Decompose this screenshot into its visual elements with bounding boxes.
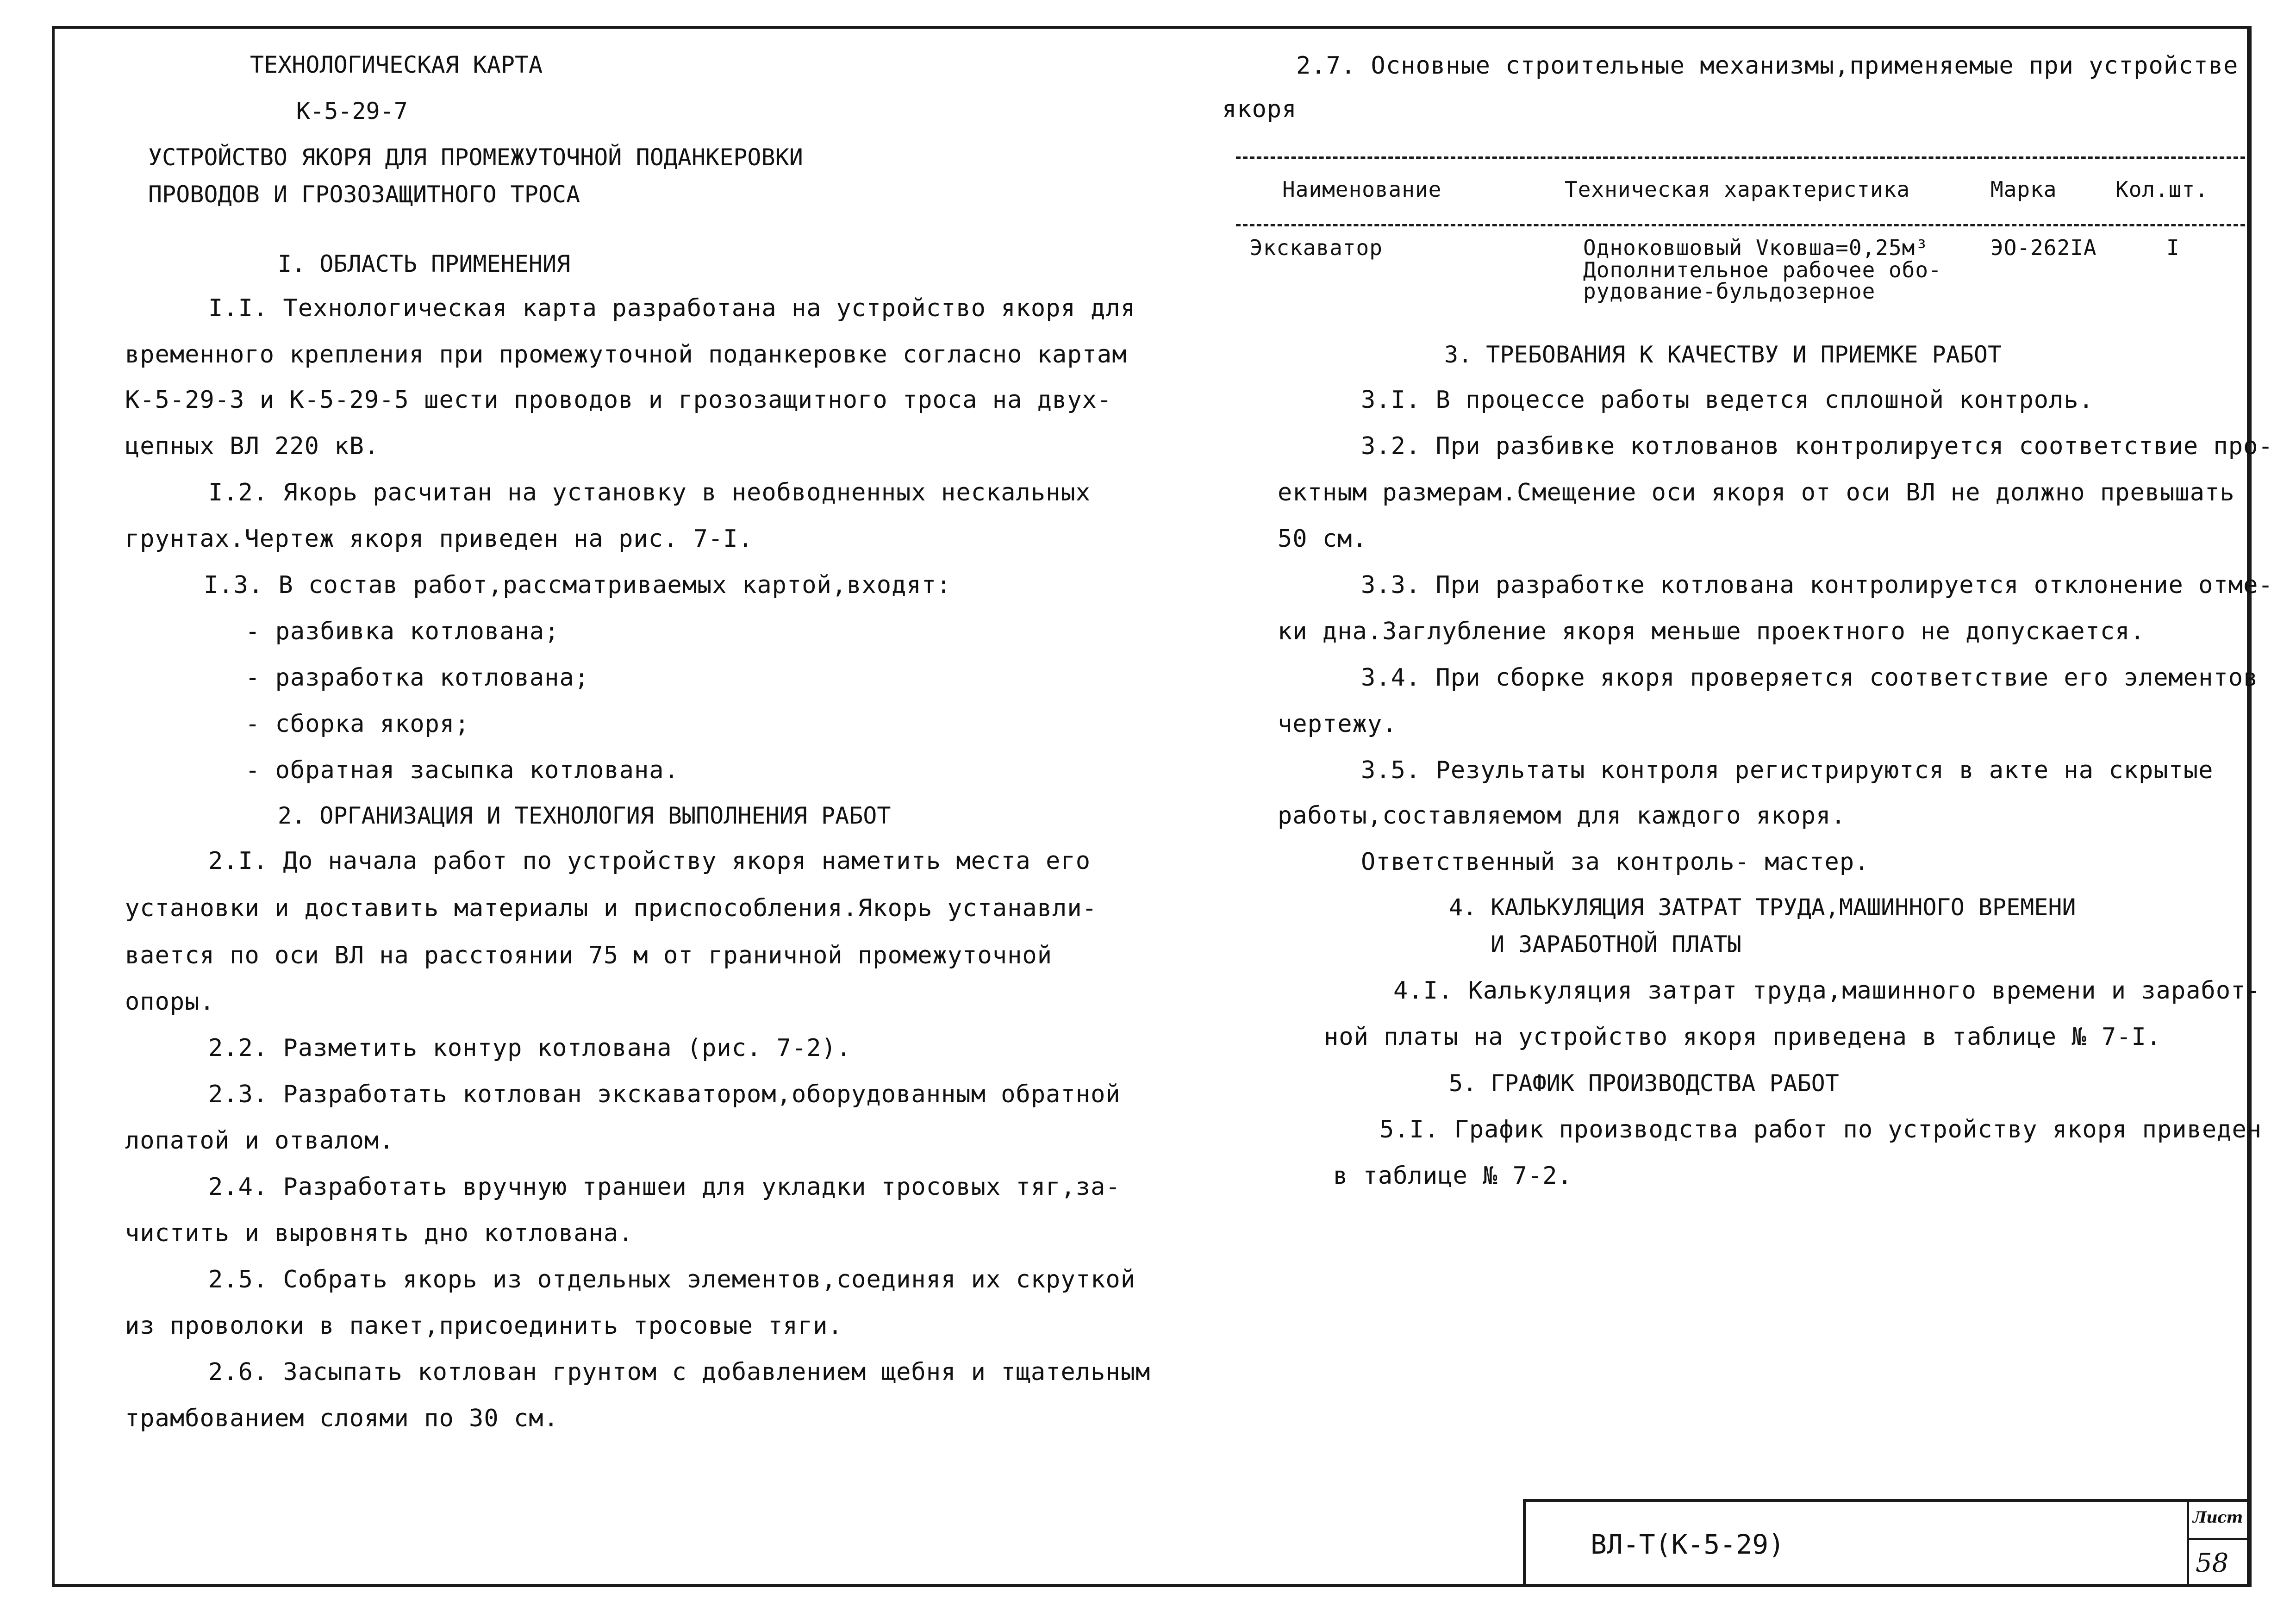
section-4-heading-line-2: И ЗАРАБОТНОЙ ПЛАТЫ — [1491, 931, 1741, 958]
document-title: ТЕХНОЛОГИЧЕСКАЯ КАРТА — [250, 51, 543, 78]
table-cell-spec-line-2: Дополнительное рабочее обо- — [1583, 257, 1942, 282]
paragraph-3-3-line-2: ки дна.Заглубление якоря меньше проектного не допускается. — [1278, 618, 2145, 645]
paragraph-2-1-line-2: установки и доставить материалы и приспособления.Якорь устанавли- — [125, 894, 1097, 922]
list-item: - обратная засыпка котлована. — [245, 756, 679, 784]
sheet-cell — [2187, 1502, 2247, 1587]
paragraph-3-1: 3.I. В процессе работы ведется сплошной контроль. — [1361, 386, 2094, 414]
paragraph-2-2: 2.2. Разметить контур котлована (рис. 7-2). — [208, 1034, 852, 1062]
paragraph-1-1-line-3: К-5-29-3 и К-5-29-5 шести проводов и грозозащитного троса на двух- — [125, 386, 1112, 414]
table-cell-spec-line-3: рудование-бульдозерное — [1583, 279, 1876, 304]
paragraph-4-1-line-1: 4.I. Калькуляция затрат труда,машинного времени и заработ- — [1393, 977, 2261, 1005]
paragraph-2-3-line-1: 2.3. Разработать котлован экскаватором,оборудованным обратной — [208, 1081, 1121, 1108]
card-code: К-5-29-7 — [296, 98, 408, 125]
paragraph-2-1-line-4: опоры. — [125, 988, 215, 1016]
section-4-heading-line-1: 4. КАЛЬКУЛЯЦИЯ ЗАТРАТ ТРУДА,МАШИННОГО ВРЕМЕНИ — [1449, 894, 2076, 921]
paragraph-2-4-line-2: чистить и выровнять дно котлована. — [125, 1219, 634, 1247]
table-cell-qty: I — [2166, 235, 2180, 260]
paragraph-1-2-line-2: грунтах.Чертеж якоря приведен на рис. 7-I. — [125, 525, 753, 553]
paragraph-3-5-line-1: 3.5. Результаты контроля регистрируются в акте на скрытые — [1361, 756, 2214, 784]
paragraph-1-3: I.3. В состав работ,рассматриваемых картой,входят: — [204, 571, 952, 599]
responsible-note: Ответственный за контроль- мастер. — [1361, 848, 1870, 876]
table-header-name: Наименование — [1282, 177, 1442, 202]
paragraph-2-4-line-1: 2.4. Разработать вручную траншеи для укладки тросовых тяг,за- — [208, 1173, 1121, 1201]
paragraph-2-7-line-1: 2.7. Основные строительные механизмы,применяемые при устройстве — [1296, 52, 2239, 80]
paragraph-3-2-line-1: 3.2. При разбивке котлованов контролируется соответствие про- — [1361, 432, 2273, 460]
table-top-rule — [1236, 156, 2245, 159]
table-cell-spec-line-1: Одноковшовый Vковша=0,25м³ — [1583, 235, 1929, 260]
paragraph-1-1-line-4: цепных ВЛ 220 кВ. — [125, 432, 380, 460]
title-block — [1523, 1499, 2252, 1587]
subtitle-line-1: УСТРОЙСТВО ЯКОРЯ ДЛЯ ПРОМЕЖУТОЧНОЙ ПОДАНКЕРОВКИ — [148, 144, 803, 171]
paragraph-2-5-line-1: 2.5. Собрать якорь из отдельных элементов,соединяя их скруткой — [208, 1266, 1136, 1293]
list-item: - сборка якоря; — [245, 710, 470, 738]
table-header-rule — [1236, 224, 2245, 226]
paragraph-2-3-line-2: лопатой и отвалом. — [125, 1127, 394, 1155]
paragraph-4-1-line-2: ной платы на устройство якоря приведена в таблице № 7-I. — [1324, 1023, 2162, 1051]
paragraph-3-4-line-1: 3.4. При сборке якоря проверяется соответствие его элементов — [1361, 664, 2259, 692]
paragraph-1-1-line-2: временного крепления при промежуточной поданкеровке согласно картам — [125, 341, 1127, 369]
sheet-divider — [2189, 1538, 2247, 1540]
paragraph-2-7-line-2: якоря — [1222, 95, 1297, 123]
paragraph-3-4-line-2: чертежу. — [1278, 710, 1398, 738]
paragraph-1-1-line-1: I.I. Технологическая карта разработана на устройство якоря для — [208, 294, 1136, 322]
list-item: - разработка котлована; — [245, 664, 590, 692]
list-item: - разбивка котлована; — [245, 618, 560, 645]
paragraph-3-3-line-1: 3.3. При разработке котлована контролируется отклонение отме- — [1361, 571, 2273, 599]
paragraph-2-6-line-2: трамбованием слоями по 30 см. — [125, 1405, 559, 1432]
paragraph-3-5-line-2: работы,составляемом для каждого якоря. — [1278, 802, 1846, 830]
paragraph-1-2-line-1: I.2. Якорь расчитан на установку в необводненных нескальных — [208, 479, 1091, 506]
paragraph-5-1-line-2: в таблице № 7-2. — [1333, 1162, 1572, 1190]
sheet-number: 58 — [2196, 1548, 2229, 1578]
table-header-spec: Техническая характеристика — [1565, 177, 1910, 202]
paragraph-3-2-line-3: 50 см. — [1278, 525, 1367, 553]
paragraph-2-1-line-1: 2.I. До начала работ по устройству якоря наметить места его — [208, 847, 1091, 875]
table-cell-brand: ЭО-262IА — [1990, 235, 2097, 260]
section-2-heading: 2. ОРГАНИЗАЦИЯ И ТЕХНОЛОГИЯ ВЫПОЛНЕНИЯ РАБОТ — [278, 802, 891, 829]
table-header-qty: Кол.шт. — [2115, 177, 2209, 202]
section-1-heading: I. ОБЛАСТЬ ПРИМЕНЕНИЯ — [278, 250, 571, 277]
document-code: ВЛ-Т(К-5-29) — [1591, 1529, 1785, 1560]
subtitle-line-2: ПРОВОДОВ И ГРОЗОЗАЩИТНОГО ТРОСА — [148, 181, 580, 208]
section-3-heading: 3. ТРЕБОВАНИЯ К КАЧЕСТВУ И ПРИЕМКЕ РАБОТ — [1444, 341, 2002, 368]
table-cell-name: Экскаватор — [1250, 235, 1383, 260]
section-5-heading: 5. ГРАФИК ПРОИЗВОДСТВА РАБОТ — [1449, 1070, 1839, 1097]
table-header-brand: Марка — [1990, 177, 2057, 202]
paragraph-2-5-line-2: из проволоки в пакет,присоединить тросовые тяги. — [125, 1312, 843, 1340]
paragraph-5-1-line-1: 5.I. График производства работ по устройству якоря приведен — [1379, 1116, 2262, 1143]
paragraph-3-2-line-2: ектным размерам.Смещение оси якоря от оси ВЛ не должно превышать — [1278, 479, 2235, 506]
paragraph-2-6-line-1: 2.6. Засыпать котлован грунтом с добавлением щебня и тщательным — [208, 1358, 1151, 1386]
sheet-label: Лист — [2193, 1508, 2243, 1527]
paragraph-2-1-line-3: вается по оси ВЛ на расстоянии 75 м от граничной промежуточной — [125, 942, 1053, 969]
